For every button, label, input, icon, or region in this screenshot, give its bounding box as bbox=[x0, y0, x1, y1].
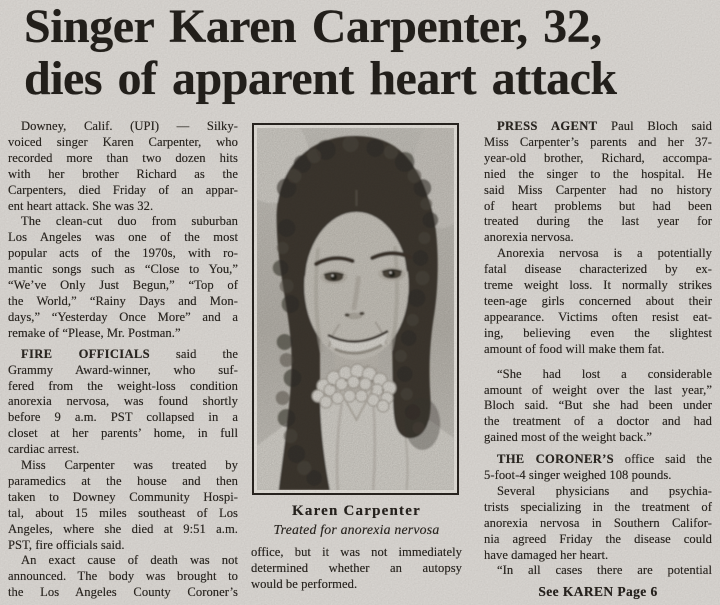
paragraph bbox=[484, 563, 712, 579]
portrait-photo-frame bbox=[252, 123, 459, 495]
article-line: with her brother Richard as the bbox=[8, 166, 238, 181]
article-line: popular acts of the 1970s, with ro- bbox=[8, 246, 238, 261]
article-line: Downey, Calif. (UPI) — Silky- bbox=[21, 119, 238, 133]
article-line: have damaged her heart. bbox=[484, 547, 609, 562]
article-line: Bloch said. “But she had been under bbox=[484, 398, 712, 413]
article-line: amount of weight over the last year,” bbox=[484, 382, 712, 397]
article-line: would be performed. bbox=[251, 576, 358, 591]
article-line: 5-foot-4 singer weighed 108 pounds. bbox=[484, 468, 672, 483]
article-line: ent heart attack. She was 32. bbox=[8, 198, 154, 213]
headline-line-1: Singer Karen Carpenter, 32, bbox=[24, 0, 602, 53]
article-line: Miss Carpenter’s parents and her 37- bbox=[484, 134, 712, 149]
article-line: “She had lost a considerable bbox=[497, 366, 712, 381]
article-line: said Miss Carpenter had no history bbox=[484, 182, 712, 197]
article-line: Miss Carpenter was treated by bbox=[21, 458, 238, 473]
article-line: cardiac arrest. bbox=[8, 442, 80, 457]
paragraph bbox=[484, 452, 712, 484]
article-line: taken to Downey Community Hospi- bbox=[8, 489, 238, 504]
paragraph bbox=[8, 214, 238, 341]
article-line: Several physicians and psychia- bbox=[497, 483, 712, 498]
article-line: nied the singer to the hospital. He bbox=[484, 166, 712, 181]
article-line: PST, fire officials said. bbox=[8, 537, 125, 552]
article-line: voiced singer Karen Carpenter, who bbox=[8, 134, 238, 149]
article-line: the treatment of a doctor and had bbox=[484, 414, 712, 429]
article-line: recorded more than two dozen hits bbox=[8, 150, 238, 165]
article-line: “We’ve Only Just Begun,” “Top of bbox=[8, 278, 238, 293]
article-line: teen-age girls concerned about their bbox=[484, 293, 712, 308]
article-line: anorexia nervosa in Southern Califor- bbox=[484, 515, 712, 530]
article-line: determined whether an autopsy bbox=[251, 560, 462, 575]
karen-carpenter-photo bbox=[257, 128, 454, 490]
article-line: of heart problems but had been bbox=[484, 198, 712, 213]
paragraph bbox=[8, 347, 238, 458]
article-line: An exact cause of death was not bbox=[21, 553, 238, 568]
article-line: remake of “Please, Mr. Postman.” bbox=[8, 325, 181, 340]
article-line: “In all cases there are potential bbox=[497, 563, 712, 578]
article-line: the World,” “Rainy Days and Mon- bbox=[8, 293, 238, 308]
article-line: Anorexia nervosa is a potentially bbox=[497, 246, 712, 261]
article-line: fatal disease characterized by ex- bbox=[484, 262, 712, 277]
paragraph bbox=[484, 119, 712, 246]
photo-caption-subtitle: Treated for anorexia nervosa bbox=[273, 521, 440, 537]
article-line: mantic songs such as “Close to You,” bbox=[8, 262, 238, 277]
article-column-middle-text bbox=[251, 545, 462, 593]
paragraph bbox=[251, 545, 462, 593]
article-column-right-text bbox=[484, 119, 712, 579]
article-line: Angeles, where she died at 9:51 a.m. bbox=[8, 521, 238, 536]
article-column-left bbox=[8, 119, 238, 601]
article-line: announced. The body was brought to bbox=[8, 569, 238, 584]
photo-caption-name: Karen Carpenter bbox=[292, 503, 421, 519]
article-line: year-old brother, Richard, accompa- bbox=[484, 150, 712, 165]
article-line: amount of food will make them fat. bbox=[484, 341, 665, 356]
headline-line-2: dies of apparent heart attack bbox=[24, 52, 617, 105]
article-line: PRESS AGENT Paul Bloch said bbox=[497, 119, 712, 133]
paragraph bbox=[8, 119, 238, 214]
article-line: Grammy Award-winner, who suf- bbox=[8, 362, 238, 377]
article-line: the Los Angeles County Coroner’s bbox=[8, 585, 238, 600]
paragraph bbox=[8, 458, 238, 553]
article-line: nia agreed Friday the disease could bbox=[484, 531, 712, 546]
article-line: Carpenters, died Friday of an appar- bbox=[8, 182, 238, 197]
article-line: trists specializing in the treatment of bbox=[484, 499, 712, 514]
article-column-middle bbox=[251, 119, 462, 593]
article-column-right bbox=[484, 119, 712, 600]
article-line: treated during the last year for bbox=[484, 214, 712, 229]
headline bbox=[24, 1, 617, 105]
article-line: tal, about 15 miles southeast of Los bbox=[8, 505, 238, 520]
paragraph bbox=[484, 367, 712, 447]
article-line: days,” “Yesterday Once More” and a bbox=[8, 309, 238, 324]
article-line: treme weight loss. It normally strikes bbox=[484, 278, 712, 293]
article-line: office, but it was not immediately bbox=[251, 544, 462, 559]
article-line: closet at her parents’ home, in full bbox=[8, 426, 238, 441]
article-line: paramedics at the house and then bbox=[8, 473, 238, 488]
paragraph bbox=[484, 246, 712, 357]
article-line: anorexia nervosa. bbox=[484, 230, 574, 245]
article-line: THE CORONER’S office said the bbox=[497, 452, 712, 467]
paragraph bbox=[8, 553, 238, 601]
article-line: FIRE OFFICIALS said the bbox=[21, 346, 239, 361]
article-line: appearance. Victims often resist eat- bbox=[484, 309, 712, 324]
article-line: ing, believing even the slightest bbox=[484, 325, 712, 340]
article-line: Los Angeles was one of the most bbox=[8, 230, 238, 245]
article-line: before 9 a.m. PST collapsed in a bbox=[8, 410, 238, 425]
paragraph bbox=[484, 484, 712, 564]
article-line: anorexia nervosa, was found shortly bbox=[8, 394, 238, 409]
article-line: The clean-cut duo from suburban bbox=[21, 214, 238, 229]
article-line: gained most of the weight back.” bbox=[484, 430, 653, 445]
article-line: fered from the weight-loss condition bbox=[8, 378, 238, 393]
continuation-note: See KAREN Page 6 bbox=[538, 584, 658, 600]
